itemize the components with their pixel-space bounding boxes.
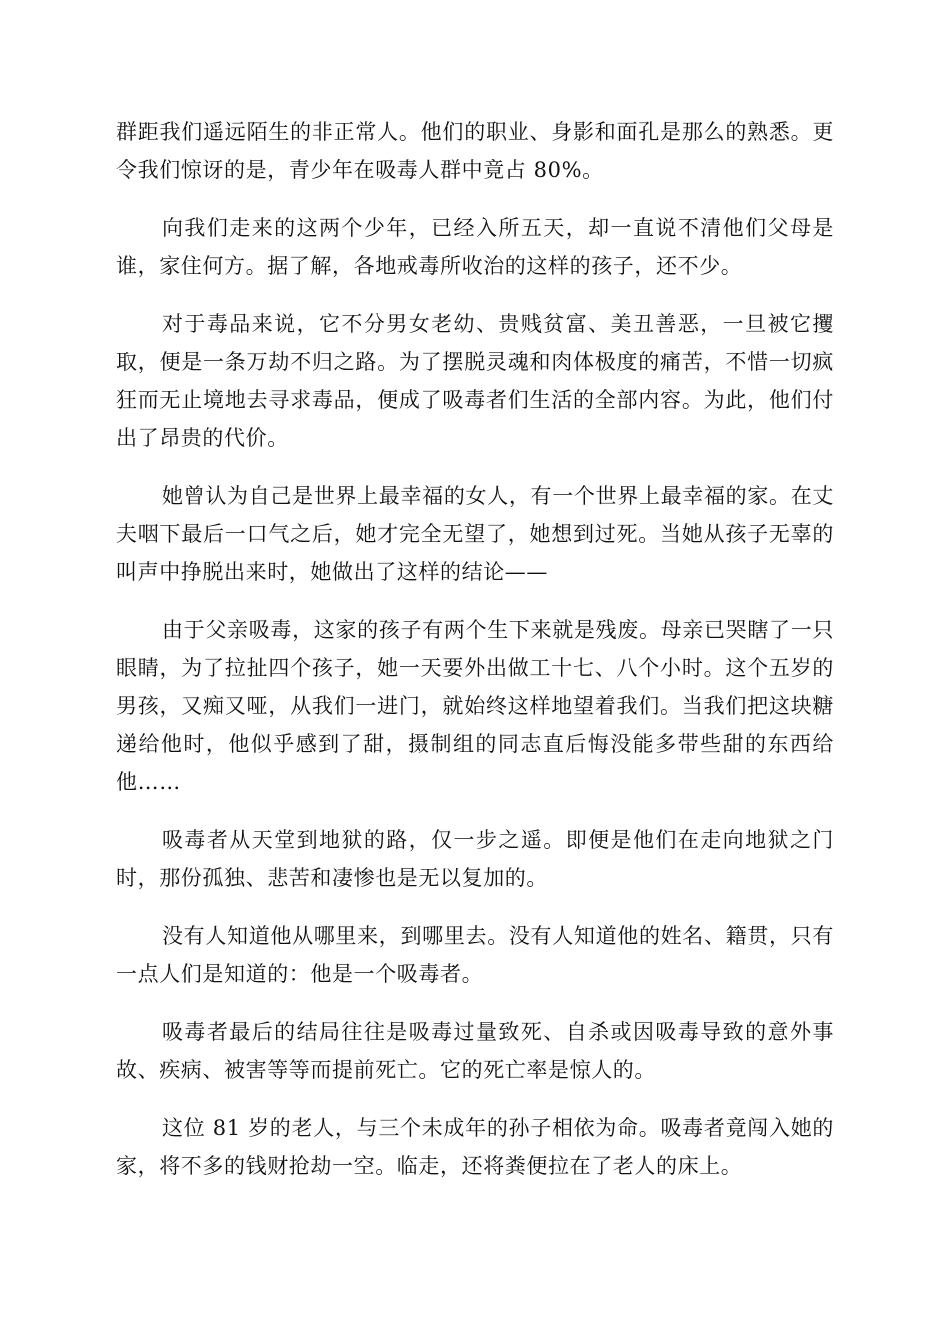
paragraph: 没有人知道他从哪里来，到哪里去。没有人知道他的姓名、籍贯，只有一点人们是知道的：他是一个吸毒者。 [116,924,834,986]
paragraph: 她曾认为自己是世界上最幸福的女人，有一个世界上最幸福的家。在丈夫咽下最后一口气之后，她才完全无望了，她想到过死。当她从孩子无辜的叫声中挣脱出来时，她做出了这样的结论—— [116,484,834,584]
paragraph: 吸毒者最后的结局往往是吸毒过量致死、自杀或因吸毒导致的意外事故、疾病、被害等等而提前死亡。它的死亡率是惊人的。 [116,1020,834,1082]
document-body [116,113,834,1205]
paragraph: 群距我们遥远陌生的非正常人。他们的职业、身影和面孔是那么的熟悉。更令我们惊讶的是，青少年在吸毒人群中竟占 80%。 [116,120,834,182]
paragraph: 这位 81 岁的老人，与三个未成年的孙子相依为命。吸毒者竟闯入她的家，将不多的钱财抢劫一空。临走，还将粪便拉在了老人的床上。 [116,1116,834,1178]
paragraph: 向我们走来的这两个少年，已经入所五天，却一直说不清他们父母是谁，家住何方。据了解，各地戒毒所收治的这样的孩子，还不少。 [116,216,834,278]
paragraph: 吸毒者从天堂到地狱的路，仅一步之遥。即便是他们在走向地狱之门时，那份孤独、悲苦和凄惨也是无以复加的。 [116,828,834,890]
paragraph: 由于父亲吸毒，这家的孩子有两个生下来就是残废。母亲已哭瞎了一只眼睛，为了拉扯四个孩子，她一天要外出做工十七、八个小时。这个五岁的男孩，又痴又哑，从我们一进门，就始终这样地望着我们。当我们把这块糖递给他时，他似乎感到了甜，摄制组的同志直后悔没能多带些甜的东西给他…… [116,618,834,794]
paragraph: 对于毒品来说，它不分男女老幼、贵贱贫富、美丑善恶，一旦被它攫取，便是一条万劫不归之路。为了摆脱灵魂和肉体极度的痛苦，不惜一切疯狂而无止境地去寻求毒品，便成了吸毒者们生活的全部内容。为此，他们付出了昂贵的代价。 [116,312,834,450]
